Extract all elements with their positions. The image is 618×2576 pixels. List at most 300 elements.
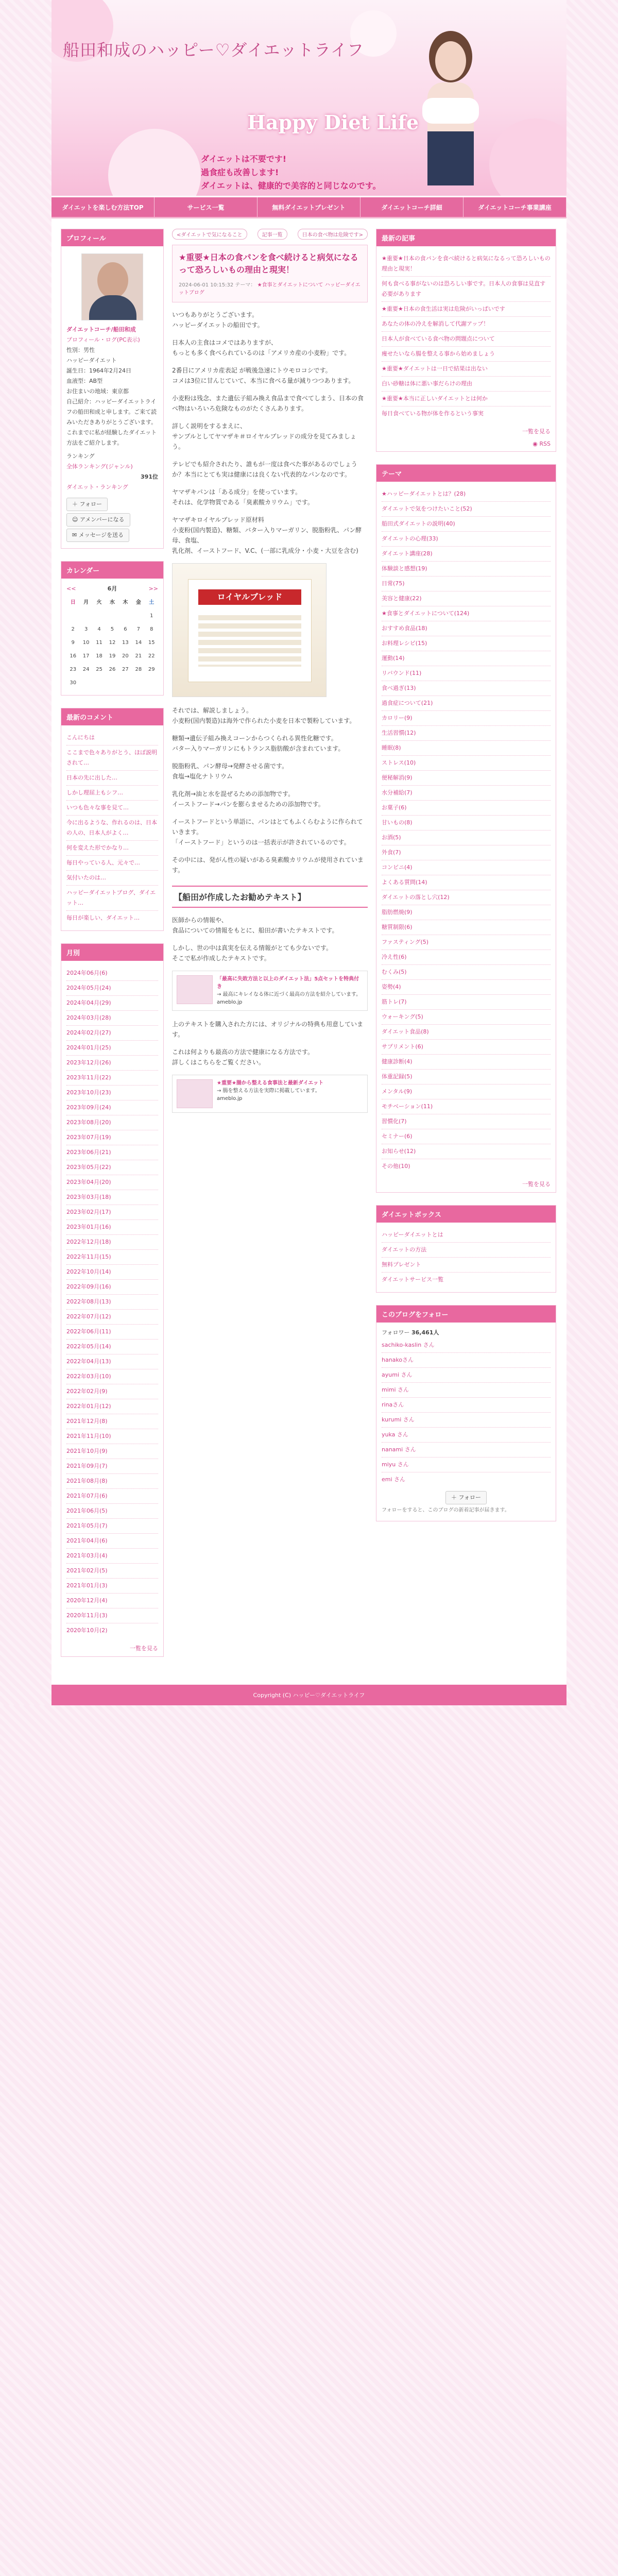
- site-title[interactable]: 船田和成のハッピー♡ダイエットライフ: [63, 40, 364, 60]
- theme-link[interactable]: 健康診断(4): [382, 1055, 551, 1070]
- nav-free-present[interactable]: 無料ダイエットプレゼント: [258, 197, 360, 217]
- calendar-day[interactable]: 3: [84, 626, 88, 632]
- comment-item[interactable]: いつも色々な事を見て…: [66, 801, 158, 816]
- entry-title[interactable]: ★重要★日本の食パンを食べ続けると病気になるって恐ろしいもの理由と現実！: [179, 252, 358, 275]
- theme-link[interactable]: ストレス(10): [382, 756, 551, 771]
- profile-detail: ハッピーダイエット: [66, 357, 117, 364]
- entry-body: [172, 310, 368, 556]
- calendar-day: [79, 676, 92, 690]
- theme-link[interactable]: 習慣化(7): [382, 1114, 551, 1129]
- entry-blog-link[interactable]: ハッピーダイエットブログ: [179, 282, 360, 296]
- entry-date: 2024-06-01 10:15:32: [179, 282, 234, 288]
- calendar-day[interactable]: 27: [122, 667, 129, 672]
- card-text: → 腸を整える方法を実際に掲載しています。 ameblo.jp: [217, 1088, 320, 1101]
- tagline-line-2: 過食症も改善します!: [201, 167, 279, 177]
- follower-item[interactable]: miyu さん: [382, 1458, 551, 1472]
- entry-meta: [179, 280, 361, 296]
- entry-paragraph: 上のテキストを購入された方には、オリジナルの特典も用意しています。: [172, 1021, 364, 1038]
- calendar-day[interactable]: 28: [135, 667, 142, 672]
- theme-link[interactable]: 筋トレ(7): [382, 995, 551, 1010]
- calendar-day: [106, 676, 118, 690]
- theme-link[interactable]: ウォーキング(5): [382, 1010, 551, 1025]
- calendar-day[interactable]: 5: [110, 626, 114, 632]
- archive-month-link[interactable]: 2020年11月(3): [66, 1608, 158, 1623]
- entry-paragraph: 2番目にアメリカ産表記 が戦後急速にトウモロコシです。 コメは3位に甘んじていて、本当に食べる量が減りつつあります。: [172, 367, 355, 384]
- follow-note: フォローをすると、このブログの新着記事が届きます。: [382, 1507, 510, 1513]
- theme-link[interactable]: セミナー(6): [382, 1129, 551, 1144]
- follower-item[interactable]: kurumi さん: [382, 1413, 551, 1428]
- calendar-day[interactable]: 1: [150, 613, 153, 619]
- follower-item[interactable]: nanami さん: [382, 1443, 551, 1458]
- profile-box: [61, 229, 164, 549]
- theme-link[interactable]: 糖質制限(6): [382, 920, 551, 935]
- rss-link[interactable]: [533, 440, 551, 447]
- archive-more-link[interactable]: 一覧を見る: [130, 1645, 158, 1652]
- archive-month-link[interactable]: 2024年02月(27): [66, 1026, 158, 1041]
- entry-body-more: [172, 1019, 368, 1067]
- theme-link[interactable]: ダイエットの心理(33): [382, 532, 551, 547]
- link-card[interactable]: [172, 971, 368, 1011]
- recent-posts-box: [376, 229, 556, 452]
- calendar-day: [93, 676, 106, 690]
- main-entry: [172, 229, 368, 1669]
- entry-paragraph: その中には、発がん性の疑いがある臭素酸カリウムが使用されています。: [172, 856, 364, 874]
- theme-link[interactable]: おすすめ食品(18): [382, 621, 551, 636]
- dietbox-heading: ダイエットボックス: [376, 1206, 556, 1223]
- calendar-day[interactable]: 30: [70, 680, 77, 686]
- archive-month-link[interactable]: 2022年08月(13): [66, 1295, 158, 1310]
- archive-month-link[interactable]: 2021年09月(7): [66, 1459, 158, 1474]
- calendar-day[interactable]: 29: [148, 667, 155, 672]
- calendar-day: [119, 609, 132, 623]
- theme-link[interactable]: 便秘解消(9): [382, 771, 551, 786]
- comment-item[interactable]: 毎日が楽しい、ダイエット…: [66, 914, 140, 921]
- archive-month-link[interactable]: 2021年03月(4): [66, 1549, 158, 1564]
- dietbox-link[interactable]: ダイエットの方法: [382, 1243, 551, 1258]
- recent-comments-box: [61, 708, 164, 931]
- recent-comments-list: [61, 725, 163, 930]
- theme-link[interactable]: 日常(75): [382, 577, 551, 591]
- entry-paragraph: 小麦粉は残念、また遺伝子組み換え食品まで食べてしまう、日本の食べ物はいろいろ危険なものがたくさんあります。: [172, 395, 364, 412]
- calendar-day[interactable]: 12: [109, 640, 116, 646]
- card-thumbnail: [177, 1079, 213, 1108]
- archive-month-link[interactable]: 2021年01月(3): [66, 1579, 158, 1594]
- theme-link[interactable]: メンタル(9): [382, 1084, 551, 1099]
- follow-box: [376, 1305, 556, 1521]
- amember-button[interactable]: [66, 513, 130, 527]
- comment-item[interactable]: ここまで色々ありがとう、ほぼ説明されて…: [66, 745, 158, 771]
- calendar-next[interactable]: >>: [148, 585, 158, 592]
- ranking-value: 391位: [141, 473, 158, 480]
- archive-month-link[interactable]: 2021年04月(6): [66, 1534, 158, 1549]
- entry-list-link[interactable]: 記事一覧: [258, 229, 287, 240]
- comment-item[interactable]: 日本の先に出した…: [66, 771, 158, 786]
- recent-post-link[interactable]: 痩せたいなら腸を整える事から始めましょう: [382, 347, 551, 362]
- calendar-day[interactable]: 16: [70, 653, 77, 659]
- recent-post-link[interactable]: 毎日食べている物が体を作るという事実: [382, 410, 484, 417]
- site-header: [52, 0, 566, 196]
- theme-link[interactable]: 体験談と感想(19): [382, 562, 551, 577]
- theme-link[interactable]: 水分補給(7): [382, 786, 551, 801]
- message-button[interactable]: [66, 529, 129, 542]
- entry-paragraph: 医師からの情報や、 食品についての情報をもとに、船田が書いたテキストです。: [172, 917, 338, 934]
- follower-item[interactable]: yuka さん: [382, 1428, 551, 1443]
- theme-link[interactable]: サプリメント(6): [382, 1040, 551, 1055]
- themes-list: [376, 482, 556, 1179]
- left-sidebar: [61, 229, 164, 1669]
- archive-month-link[interactable]: 2022年01月(12): [66, 1399, 158, 1414]
- rss-icon: ◉: [533, 440, 538, 447]
- entry-paragraph: テレビでも紹介されたり、誰もが一度は食べた事があるのでしょうか？本当にとても実は健康には良くない代表的なパンなのです。: [172, 461, 357, 478]
- calendar-day[interactable]: 2: [71, 626, 75, 632]
- calendar-day: [93, 609, 106, 623]
- right-sidebar: [376, 229, 556, 1669]
- theme-link[interactable]: ダイエット講座(28): [382, 547, 551, 562]
- archive-month-link[interactable]: 2023年04月(20): [66, 1175, 158, 1190]
- copyright: Copyright (C) ハッピー♡ダイエットライフ: [253, 1692, 365, 1699]
- archive-month-link[interactable]: 2023年05月(22): [66, 1160, 158, 1175]
- follower-item[interactable]: emi さん: [382, 1476, 406, 1483]
- theme-link[interactable]: ダイエットで気をつけたいこと(52): [382, 502, 551, 517]
- calendar-day: [132, 676, 145, 690]
- site-footer: [52, 1685, 566, 1705]
- theme-link[interactable]: お酒(5): [382, 831, 551, 845]
- entry-paragraph: これは何よりも最高の方法で健康になる方法です。 詳しくはこちらをご覧ください。: [172, 1048, 314, 1066]
- theme-link[interactable]: リバウンド(11): [382, 666, 551, 681]
- calendar-day: [119, 676, 132, 690]
- archive-month-link[interactable]: 2021年06月(5): [66, 1504, 158, 1519]
- archive-month-link[interactable]: 2023年01月(16): [66, 1220, 158, 1235]
- follow-button[interactable]: [66, 498, 108, 511]
- profile-heading: プロフィール: [61, 229, 163, 246]
- follower-count: 36,461人: [411, 1329, 439, 1336]
- calendar-heading: カレンダー: [61, 562, 163, 579]
- nav-diet-top[interactable]: ダイエットを楽しむ方法TOP: [52, 197, 154, 217]
- calendar-day[interactable]: 19: [109, 653, 116, 659]
- recent-post-link[interactable]: 白い砂糖は体に悪い事だらけの理由: [382, 377, 551, 392]
- entry-paragraph: 糖類→遺伝子組み換えコーンからつくられる異性化糖です。 バター入りマーガリンにもトランス脂肪酸が含まれています。: [172, 735, 345, 752]
- recent-post-link[interactable]: 日本人が食べている食べ物の問題点について: [382, 332, 551, 347]
- archive-month-link[interactable]: 2023年09月(24): [66, 1100, 158, 1115]
- theme-link[interactable]: ダイエットの落とし穴(12): [382, 890, 551, 905]
- entry-paragraph: 乳化剤→油と水を混ぜるための添加物です。 イーストフード→パンを膨らませるための添加物です。: [172, 790, 324, 808]
- profile-detail: お住まいの地域：東京都: [66, 388, 129, 395]
- comment-item[interactable]: しかし理屈上もシフ…: [66, 786, 158, 801]
- calendar-day[interactable]: 17: [82, 653, 90, 659]
- theme-link[interactable]: お知らせ(12): [382, 1144, 551, 1159]
- archive-month-link[interactable]: 2024年04月(29): [66, 996, 158, 1011]
- prev-entry-link[interactable]: <ダイエットで気になること: [172, 229, 247, 240]
- theme-link[interactable]: 冷え性(6): [382, 950, 551, 965]
- archive-month-link[interactable]: 2023年08月(20): [66, 1115, 158, 1130]
- theme-link[interactable]: ダイエット食品(8): [382, 1025, 551, 1040]
- follower-item[interactable]: hanakoさん: [382, 1353, 551, 1368]
- recent-post-link[interactable]: ★重要★ダイエットは一日で結果は出ない: [382, 362, 551, 377]
- calendar-day[interactable]: 6: [124, 626, 127, 632]
- follow-blog-label: フォロー: [458, 1494, 481, 1501]
- dietbox-link[interactable]: ダイエットサービス一覧: [382, 1276, 444, 1283]
- themes-box: [376, 464, 556, 1193]
- theme-link[interactable]: モチベーション(11): [382, 1099, 551, 1114]
- amember-button-label: アメンバーになる: [79, 516, 125, 523]
- profile-link[interactable]: プロフィール・ログ(PC表示): [66, 336, 140, 343]
- calendar-weekday: 土: [149, 600, 154, 605]
- calendar-day: [132, 609, 145, 623]
- archive-month-link[interactable]: 2021年12月(8): [66, 1414, 158, 1429]
- card-title[interactable]: ★重要★腸から整える食事法と最新ダイエット: [217, 1080, 324, 1086]
- header-woman-illustration: [391, 21, 510, 185]
- recommend-body: [172, 915, 368, 963]
- mail-icon: ✉: [72, 532, 77, 538]
- archive-month-link[interactable]: 2021年05月(7): [66, 1519, 158, 1534]
- tagline-line-1: ダイエットは不要です!: [201, 154, 287, 164]
- calendar-day[interactable]: 21: [135, 653, 142, 659]
- entry-paragraph: 日本人の主食はコメではありますが、 もっとも多く食べられているのは「アメリカ産の小麦粉」です。: [172, 339, 351, 357]
- follow-button-label: フォロー: [79, 501, 102, 507]
- nav-services[interactable]: サービス一覧: [154, 197, 258, 217]
- recent-post-link[interactable]: ★重要★日本の食パンを食べ続けると病気になるって恐ろしいもの理由と現実！: [382, 251, 551, 277]
- calendar-day[interactable]: 25: [96, 667, 102, 672]
- archive-month-link[interactable]: 2022年11月(15): [66, 1250, 158, 1265]
- theme-link[interactable]: 脂肪燃焼(9): [382, 905, 551, 920]
- comment-item[interactable]: 今に出るような、作れるのは、日本の人の、日本人がよく…: [66, 816, 158, 841]
- plus-icon: ＋: [451, 1494, 457, 1501]
- entry-paragraph: いつもありがとうございます。 ハッピーダイエットの船田です。: [172, 311, 264, 329]
- nav-coach-course[interactable]: ダイエットコーチ事業講座: [464, 197, 566, 217]
- header-decoration: [108, 129, 201, 196]
- entry-paragraph: イーストフードという単語に、パンはとてもふくらむように作られていきます。 「イーストフード」というのは一括表示が許されているのです。: [172, 818, 363, 846]
- archive-month-link[interactable]: 2022年10月(14): [66, 1265, 158, 1280]
- theme-link[interactable]: 過食症について(21): [382, 696, 551, 711]
- ranking-label: ランキング: [66, 453, 95, 460]
- comment-item[interactable]: 毎日やっている人、元々で…: [66, 856, 158, 871]
- dietbox-link[interactable]: ハッピーダイエットとは: [382, 1228, 551, 1243]
- theme-link[interactable]: 運動(14): [382, 651, 551, 666]
- theme-link[interactable]: 睡眠(8): [382, 741, 551, 756]
- calendar-day[interactable]: 8: [150, 626, 153, 632]
- archive-month-link[interactable]: 2024年06月(6): [66, 966, 158, 981]
- theme-link[interactable]: ★食事とダイエットについて(124): [382, 606, 551, 621]
- ingredient-label: [198, 615, 301, 667]
- theme-link[interactable]: 食べ過ぎ(13): [382, 681, 551, 696]
- calendar-weekday: 金: [135, 600, 141, 605]
- archive-list: [61, 961, 163, 1643]
- archive-month-link[interactable]: 2021年07月(6): [66, 1489, 158, 1504]
- next-entry-link[interactable]: 日本の食べ物は危険です>: [298, 229, 368, 240]
- archive-month-link[interactable]: 2023年10月(23): [66, 1086, 158, 1100]
- recent-post-link[interactable]: あなたの体の冷えを解消して代謝アップ！: [382, 317, 551, 332]
- link-card[interactable]: [172, 1075, 368, 1113]
- archive-month-link[interactable]: 2021年02月(5): [66, 1564, 158, 1579]
- followers-list: [382, 1338, 551, 1487]
- calendar-box: [61, 561, 164, 696]
- plus-icon: ＋: [72, 501, 78, 507]
- ranking-link[interactable]: 全体ランキング(ジャンル): [66, 463, 133, 470]
- calendar-weekday: 水: [109, 600, 115, 605]
- entry-paragraph: 脱脂粉乳、パン酵母→発酵させる菌です。 食塩→塩化ナトリウム: [172, 762, 288, 780]
- content-columns: [52, 218, 566, 1685]
- recommend-heading: 【船田が作成したお勧めテキスト】: [172, 886, 368, 908]
- entry-paragraph: ヤマザキパンは「ある成分」を使っています。 それは、化学物質である「臭素酸カリウム」です。: [172, 488, 314, 506]
- profile-avatar[interactable]: [81, 253, 143, 320]
- entry-paragraph: しかし、世の中は真実を伝える情報がとても少ないです。 そこで私が作成したテキストです。: [172, 944, 333, 962]
- dietbox-box: [376, 1205, 556, 1293]
- product-label: ロイヤルブレッド: [198, 589, 301, 605]
- entry-theme-link[interactable]: ★食事とダイエットについて: [257, 282, 323, 288]
- calendar-day[interactable]: 9: [71, 640, 75, 646]
- calendar-day: [106, 609, 118, 623]
- archive-month-link[interactable]: 2022年12月(18): [66, 1235, 158, 1250]
- theme-link[interactable]: お料理レシピ(15): [382, 636, 551, 651]
- entry-paragraph: それでは、解説しましょう。 小麦粉(国内製造)は海外で作られた小麦を日本で製粉しています。: [172, 707, 356, 724]
- dietbox-link[interactable]: 無料プレゼント: [382, 1258, 551, 1273]
- calendar-day[interactable]: 26: [109, 667, 116, 672]
- archive-month-link[interactable]: 2022年03月(10): [66, 1369, 158, 1384]
- avatar-face: [97, 262, 128, 298]
- archive-month-link[interactable]: 2023年11月(22): [66, 1071, 158, 1086]
- calendar-day[interactable]: 11: [96, 640, 102, 646]
- theme-link[interactable]: その他(10): [382, 1163, 410, 1170]
- archive-month-link[interactable]: 2024年05月(24): [66, 981, 158, 996]
- archive-heading: 月別: [61, 944, 163, 961]
- calendar-weekday: 日: [70, 600, 76, 605]
- archive-month-link[interactable]: 2022年06月(11): [66, 1325, 158, 1340]
- themes-more[interactable]: 一覧を見る: [522, 1181, 551, 1188]
- calendar-day[interactable]: 14: [135, 640, 142, 646]
- archive-month-link[interactable]: 2023年06月(21): [66, 1145, 158, 1160]
- ranking-genre-link[interactable]: ダイエット・ランキング: [66, 484, 128, 490]
- entry-nav-top: [172, 229, 368, 240]
- theme-link[interactable]: ★ハッピーダイエットとは？(28): [382, 487, 551, 502]
- follow-heading: このブログをフォロー: [376, 1306, 556, 1323]
- archive-month-link[interactable]: 2022年04月(13): [66, 1354, 158, 1369]
- recent-comments-heading: 最新のコメント: [61, 708, 163, 725]
- calendar-day: [79, 609, 92, 623]
- recent-posts-list: [376, 246, 556, 426]
- rss-label: RSS: [539, 440, 551, 447]
- calendar-weekday: 月: [83, 600, 89, 605]
- card-title[interactable]: 「最高に失敗方法と以上のダイエット法」5点セットを特典付き: [217, 976, 359, 990]
- archive-month-link[interactable]: 2022年02月(9): [66, 1384, 158, 1399]
- archive-month-link[interactable]: 2023年02月(17): [66, 1205, 158, 1220]
- message-button-label: メッセージを送る: [78, 532, 124, 538]
- theme-link[interactable]: 甘いもの(8): [382, 816, 551, 831]
- calendar-day[interactable]: 10: [82, 640, 90, 646]
- calendar-day[interactable]: 20: [122, 653, 129, 659]
- header-tagline: [201, 152, 381, 193]
- theme-link[interactable]: コンビニ(4): [382, 860, 551, 875]
- comment-item[interactable]: こんにちは: [66, 731, 158, 745]
- profile-detail: 性別：男性: [66, 347, 95, 353]
- calendar-grid: [66, 596, 158, 690]
- product-photo: [172, 563, 327, 697]
- theme-link[interactable]: 美容と健康(22): [382, 591, 551, 606]
- calendar-day[interactable]: 24: [82, 667, 90, 672]
- follower-count-label: フォロワー: [382, 1329, 410, 1336]
- profile-name[interactable]: ダイエットコーチ/船田和成: [66, 326, 136, 333]
- calendar-day[interactable]: 4: [97, 626, 101, 632]
- archive-month-link[interactable]: 2022年05月(14): [66, 1340, 158, 1354]
- archive-month-link[interactable]: 2023年07月(19): [66, 1130, 158, 1145]
- archive-box: [61, 943, 164, 1657]
- calendar-weekday: 木: [123, 600, 128, 605]
- theme-link[interactable]: お菓子(6): [382, 801, 551, 816]
- calendar-day[interactable]: 18: [96, 653, 102, 659]
- comment-item[interactable]: ハッピーダイエットブログ、ダイエット…: [66, 886, 158, 911]
- entry-paragraph: ヤマザキロイヤルブレッド原材料 小麦粉(国内製造)、糖類、バター入りマーガリン、脱脂粉乳、パン酵母、食塩、 乳化剤、イーストフード、V.C、(一部に乳成分・小麦・大豆を含む): [172, 516, 362, 554]
- theme-link[interactable]: 姿勢(4): [382, 980, 551, 995]
- calendar-prev[interactable]: <<: [66, 585, 76, 592]
- header-logo: Happy Diet Life: [247, 111, 419, 134]
- entry-header: [172, 245, 368, 302]
- calendar-day[interactable]: 7: [136, 626, 140, 632]
- calendar-day[interactable]: 13: [122, 640, 129, 646]
- recent-post-link[interactable]: ★重要★本当に正しいダイエットとは何か: [382, 392, 551, 406]
- theme-link[interactable]: よくある質問(14): [382, 875, 551, 890]
- theme-link[interactable]: ファスティング(5): [382, 935, 551, 950]
- recent-post-link[interactable]: ★重要★日本の食生活は実は危険がいっぱいです: [382, 302, 551, 317]
- archive-month-link[interactable]: 2022年07月(12): [66, 1310, 158, 1325]
- theme-link[interactable]: 外食(7): [382, 845, 551, 860]
- archive-month-link[interactable]: 2022年09月(16): [66, 1280, 158, 1295]
- entry-theme-label: テーマ：: [235, 282, 256, 288]
- recent-posts-more[interactable]: 一覧を見る: [522, 428, 551, 435]
- theme-link[interactable]: 体重記録(5): [382, 1070, 551, 1084]
- archive-month-link[interactable]: 2020年10月(2): [66, 1627, 108, 1634]
- archive-month-link[interactable]: 2020年12月(4): [66, 1594, 158, 1608]
- calendar-day: [145, 676, 158, 690]
- calendar-weekday: 火: [96, 600, 102, 605]
- follow-blog-button[interactable]: [445, 1491, 487, 1504]
- page-wrapper: [52, 0, 566, 1705]
- archive-month-link[interactable]: 2024年01月(25): [66, 1041, 158, 1056]
- comment-item[interactable]: 何を変えた形でかなり…: [66, 841, 158, 856]
- entry-body-continued: [172, 705, 368, 875]
- calendar-day: [66, 609, 79, 623]
- archive-month-link[interactable]: 2023年03月(18): [66, 1190, 158, 1205]
- theme-link[interactable]: カロリー(9): [382, 711, 551, 726]
- theme-link[interactable]: むくみ(5): [382, 965, 551, 980]
- follower-item[interactable]: mimi さん: [382, 1383, 551, 1398]
- avatar-body: [89, 295, 136, 320]
- nav-coach-details[interactable]: ダイエットコーチ詳細: [360, 197, 464, 217]
- comment-item[interactable]: 気付いたのは…: [66, 871, 158, 886]
- archive-month-link[interactable]: 2021年10月(9): [66, 1444, 158, 1459]
- tagline-line-3: ダイエットは、健康的で美容的と同じなのです。: [201, 181, 381, 191]
- calendar-day[interactable]: 15: [148, 640, 155, 646]
- card-text: → 最高にキレイなる体に近づく最高の方法を紹介しています。 ameblo.jp: [217, 992, 362, 1005]
- follower-item[interactable]: rinaさん: [382, 1398, 551, 1413]
- recent-post-link[interactable]: 何も食べる事がないのは恐ろしい事です。日本人の食事は見直す必要があります: [382, 277, 551, 302]
- theme-link[interactable]: 生活習慣(12): [382, 726, 551, 741]
- calendar-month: 6月: [107, 585, 117, 592]
- calendar-day[interactable]: 22: [148, 653, 155, 659]
- follower-item[interactable]: ayumi さん: [382, 1368, 551, 1383]
- archive-month-link[interactable]: 2024年03月(28): [66, 1011, 158, 1026]
- archive-month-link[interactable]: 2023年12月(26): [66, 1056, 158, 1071]
- dietbox-list: [376, 1223, 556, 1292]
- calendar-day[interactable]: 23: [70, 667, 77, 672]
- follower-item[interactable]: sachiko-kaslin さん: [382, 1338, 551, 1353]
- theme-link[interactable]: 船田式ダイエットの説明(40): [382, 517, 551, 532]
- archive-month-link[interactable]: 2021年08月(8): [66, 1474, 158, 1489]
- profile-detail: 自己紹介：ハッピーダイエットライフの船田和成と申します。ご来て読みいただきありがとうございます。これまでに私が経験したダイエット方法をご紹介します。: [66, 398, 157, 446]
- archive-month-link[interactable]: 2021年11月(10): [66, 1429, 158, 1444]
- recent-posts-heading: 最新の記事: [376, 229, 556, 246]
- people-icon: ☺: [72, 516, 78, 523]
- entry-paragraph: 詳しく説明をするまえに、 サンプルとしてヤマザキ＃ロイヤルブレッドの成分を見てみましょう。: [172, 422, 356, 450]
- card-thumbnail: [177, 975, 213, 1004]
